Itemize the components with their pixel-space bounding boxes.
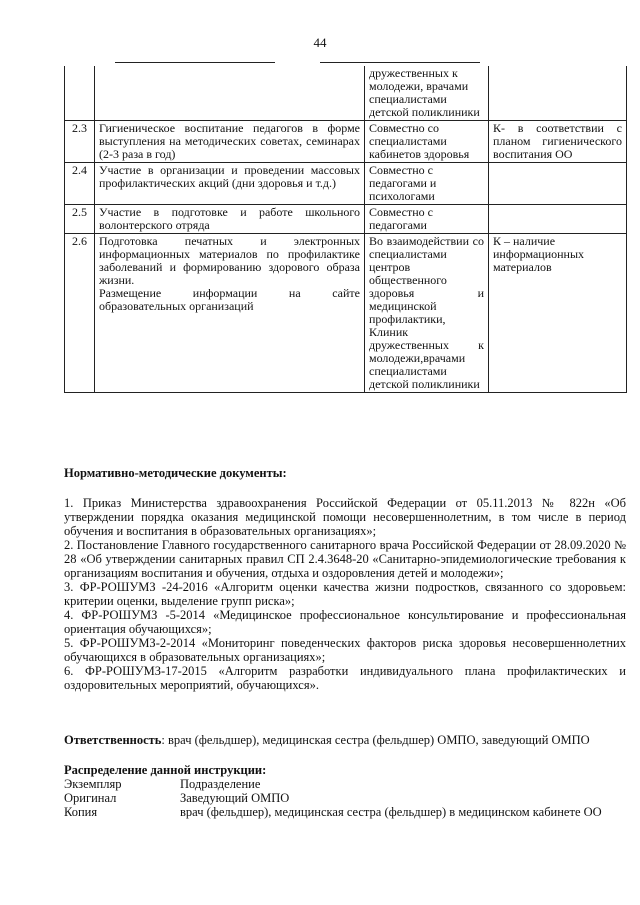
distribution-value: Подразделение (180, 777, 261, 791)
table-row (65, 121, 627, 163)
list-item: 1. Приказ Министерства здравоохранения Российской Федерации от 05.11.2013 № 822н «Об утверждении порядка оказания медицинской помощи несовершеннолетним, в том числе в период обучения и воспитания в образовательных организациях»; (64, 496, 626, 538)
partners-cell: Во взаимодействии со специалистами центров общественного здоровья и медицинской профилактики, Клиник дружественных к молодежи,врачами специалистами детской поликлиники (365, 234, 489, 393)
distribution-label: Экземпляр (64, 777, 122, 791)
list-item: 6. ФР-РОШУМЗ-17-2015 «Алгоритм разработки индивидуального плана профилактических и оздоровительных мероприятий, обучающихся». (64, 664, 626, 692)
partners-cell: Совместно с педагогами и психологами (365, 163, 489, 205)
activity-text-2: Размещение информации на сайте образовательных организаций (99, 286, 360, 313)
activity-cell (95, 66, 365, 121)
row-number: 2.5 (65, 205, 95, 234)
distribution-row (64, 777, 626, 791)
result-cell: К- в соответствии с планом гигиенического воспитания ОО (489, 121, 627, 163)
result-cell (489, 163, 627, 205)
activity-cell: Гигиеническое воспитание педагогов в форме выступления на методических советах, семинарах (2-3 раза в год) (95, 121, 365, 163)
row-number: 2.6 (65, 234, 95, 393)
result-cell: К – наличие информационных материалов (489, 234, 627, 393)
distribution-heading: Распределение данной инструкции: (64, 763, 267, 777)
responsibility (64, 733, 626, 747)
distribution-label: Копия (64, 805, 98, 819)
row-number: 2.4 (65, 163, 95, 205)
row-number: 2.3 (65, 121, 95, 163)
table-row (65, 66, 627, 121)
list-item: 5. ФР-РОШУМЗ-2-2014 «Мониторинг поведенческих факторов риска здоровья несовершеннолетних обучающихся в образовательных организациях»; (64, 636, 626, 664)
list-item: 3. ФР-РОШУМЗ -24-2016 «Алгоритм оценки качества жизни подростков, связанного со здоровьем: критерии оценки, выделение групп риска»; (64, 580, 626, 608)
table-row (65, 234, 627, 393)
responsibility-label: Ответственность (64, 733, 162, 747)
activity-cell: Участие в подготовке и работе школьного волонтерского отряда (95, 205, 365, 234)
distribution-row (64, 805, 626, 819)
list-item: 2. Постановление Главного государственного санитарного врача Российской Федерации от 28.09.2020 № 28 «Об утверждении санитарных правил СП 2.4.3648-20 «Санитарно-эпидемиологические требования к организациям воспитания и обучения, отдыха и оздоровления детей и молодежи»; (64, 538, 626, 580)
row-number (65, 66, 95, 121)
activity-text: Подготовка печатных и электронных информационных материалов по профилактике заболеваний и формированию здорового образа жизни. (99, 234, 360, 287)
distribution (64, 763, 626, 819)
activity-cell: Участие в организации и проведении массовых профилактических акций (дни здоровья и т.д.) (95, 163, 365, 205)
result-cell (489, 66, 627, 121)
distribution-row (64, 791, 626, 805)
partners-cell: дружественных к молодежи, врачами специалистами детской поликлиники (365, 66, 489, 121)
list-item: 4. ФР-РОШУМЗ -5-2014 «Медицинское профессиональное консультирование и профессиональная ориентация обучающихся»; (64, 608, 626, 636)
activity-cell (95, 234, 365, 393)
result-cell (489, 205, 627, 234)
partners-cell: Совместно с педагогами (365, 205, 489, 234)
table-top-rule (320, 62, 480, 63)
responsibility-text: : врач (фельдшер), медицинская сестра (фельдшер) ОМПО, заведующий ОМПО (161, 733, 590, 747)
table-top-rule (115, 62, 275, 63)
table-row (65, 163, 627, 205)
distribution-value: Заведующий ОМПО (180, 791, 290, 805)
page-number: 44 (313, 35, 327, 50)
normative-list (64, 496, 626, 692)
table-row (65, 205, 627, 234)
partners-cell: Совместно со специалистами кабинетов здоровья (365, 121, 489, 163)
normative-heading: Нормативно-методические документы: (64, 466, 287, 480)
activities-table (64, 66, 627, 393)
distribution-value: врач (фельдшер), медицинская сестра (фельдшер) в медицинском кабинете ОО (180, 805, 602, 819)
distribution-label: Оригинал (64, 791, 117, 805)
